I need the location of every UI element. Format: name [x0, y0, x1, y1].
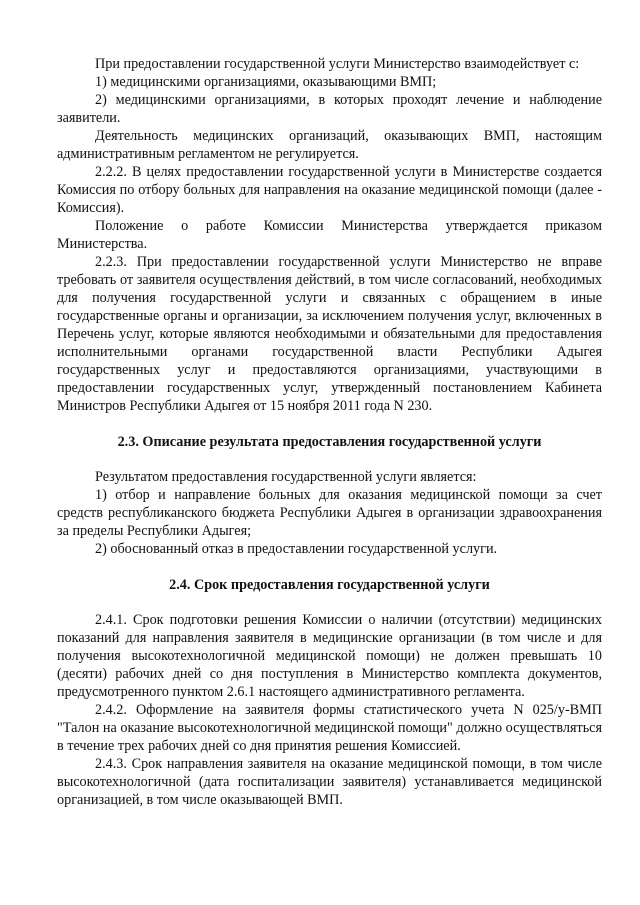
paragraph-activity-note: Деятельность медицинских организаций, оказывающих ВМП, настоящим административным регламентом не регулируется.: [57, 128, 602, 162]
paragraph-result-1: 1) отбор и направление больных для оказания медицинской помощи за счет средств республиканского бюджета Республики Адыгея в организации здравоохранения за пределы Республики Адыгея;: [57, 487, 602, 539]
section-heading-2-3: 2.3. Описание результата предоставления государственной услуги: [117, 434, 542, 450]
paragraph-2-2-3: 2.2.3. При предоставлении государственной услуги Министерство не вправе требовать от заявителя осуществления действий, в том числе согласований, необходимых для получения государственной услуги и связанных с обращением в иные государственные органы и организации, за исключением получения услуг, включенных в Перечень услуг, которые являются необходимыми и обязательными для предоставления исполнительными органами государственной власти Республики Адыгея государственных услуг и предоставляются организациями, участвующими в предоставлении государственных услуг, утвержденный постановлением Кабинета Министров Республики Адыгея от 15 ноября 2011 года N 230.: [57, 254, 602, 414]
paragraph-2-4-1: 2.4.1. Срок подготовки решения Комиссии о наличии (отсутствии) медицинских показаний для направления заявителя в медицинские организации (в том числе и для получения высокотехнологичной медицинской помощи) не должен превышать 10 (десяти) рабочих дней со дня поступления в Министерство комплекта документов, предусмотренного пунктом 2.6.1 настоящего административного регламента.: [57, 612, 602, 700]
section-spacer: [57, 594, 602, 611]
paragraph-interaction: При предоставлении государственной услуги Министерство взаимодействует с:: [95, 56, 580, 72]
paragraph-2-4-3: 2.4.3. Срок направления заявителя на оказание медицинской помощи, в том числе высокотехнологичной (дата госпитализации заявителя) устанавливается медицинской организацией, в том числе оказывающей ВМП.: [57, 756, 602, 808]
paragraph-item-2: 2) медицинскими организациями, в которых проходят лечение и наблюдение заявители.: [57, 92, 602, 126]
section-spacer: [57, 451, 602, 468]
paragraph-2-2-2: 2.2.2. В целях предоставлении государственной услуги в Министерстве создается Комиссия по отбору больных для направления на оказание медицинской помощи (далее - Комиссия).: [57, 164, 602, 216]
paragraph-2-4-2: 2.4.2. Оформление на заявителя формы статистического учета N 025/у-ВМП "Талон на оказание высокотехнологичной медицинской помощи" должно осуществляться в течение трех рабочих дней со дня принятия решения Комиссией.: [57, 702, 602, 754]
paragraph-result-intro: Результатом предоставления государственной услуги является:: [95, 469, 477, 485]
section-spacer: [57, 558, 602, 576]
paragraph-item-1: 1) медицинскими организациями, оказывающими ВМП;: [95, 74, 437, 90]
section-spacer: [57, 415, 602, 433]
paragraph-commission-regulation: Положение о работе Комиссии Министерства утверждается приказом Министерства.: [57, 218, 602, 252]
paragraph-result-2: 2) обоснованный отказ в предоставлении государственной услуги.: [95, 541, 498, 557]
section-heading-2-4: 2.4. Срок предоставления государственной услуги: [169, 577, 490, 593]
